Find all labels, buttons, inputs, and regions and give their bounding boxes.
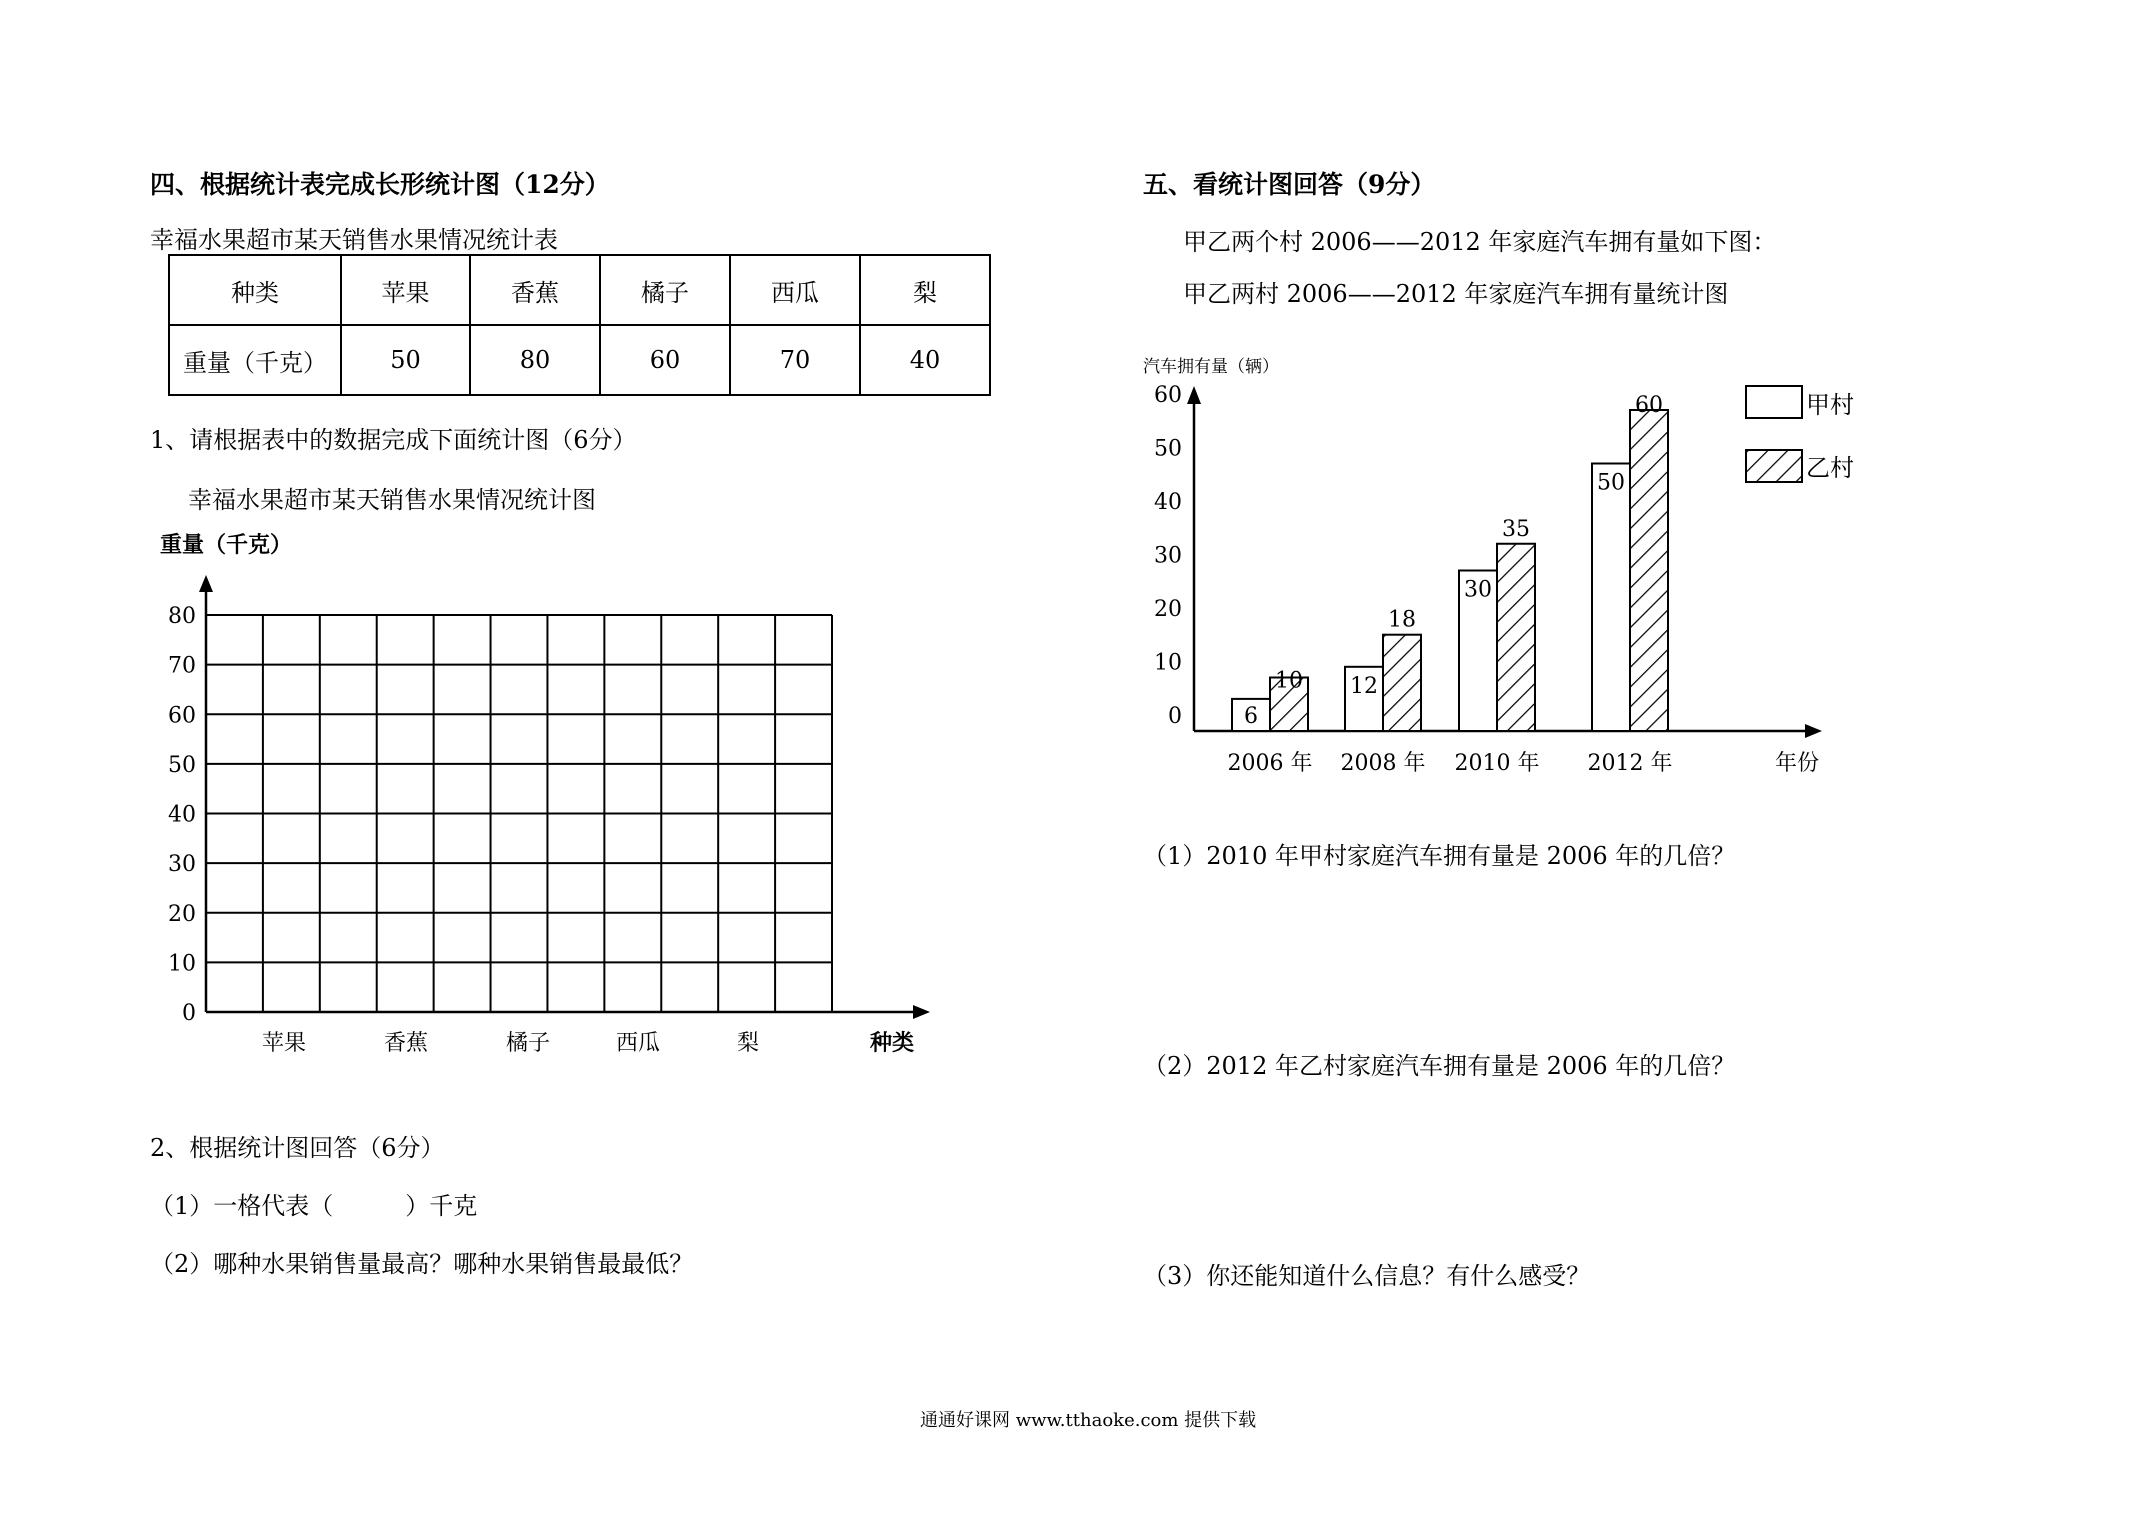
table-cell: 西瓜 [730, 255, 860, 325]
y-tick-label: 30 [1154, 543, 1182, 569]
bar-yicun [1630, 410, 1668, 731]
left-section-title: 四、根据统计表完成长形统计图（12分） [150, 170, 610, 199]
x-tick-label: 西瓜 [615, 1031, 661, 1056]
legend-label: 乙村 [1806, 454, 1854, 482]
x-tick-label: 苹果 [261, 1031, 307, 1056]
x-tick-label: 2006 年 [1227, 751, 1313, 776]
left-q2: 2、根据统计图回答（6分） [150, 1134, 445, 1162]
x-axis-label: 年份 [1774, 751, 1820, 776]
fruit-grid-chart [168, 575, 930, 1056]
left-y-label: 重量（千克） [160, 532, 293, 558]
y-tick-label: 30 [168, 852, 196, 878]
table-cell: 50 [341, 325, 470, 395]
data-label: 50 [1597, 470, 1625, 496]
x-tick-label: 橘子 [505, 1031, 551, 1056]
y-tick-label: 80 [168, 604, 196, 629]
table-title: 幸福水果超市某天销售水果情况统计表 [150, 226, 558, 254]
data-label: 60 [1635, 393, 1663, 418]
x-tick-label: 2008 年 [1340, 751, 1426, 776]
table-cell: 香蕉 [470, 255, 600, 325]
table-cell: 橘子 [600, 255, 730, 325]
data-label: 18 [1388, 607, 1416, 633]
y-tick-label: 20 [1154, 597, 1182, 622]
bar-yicun [1497, 544, 1535, 731]
y-tick-label: 50 [1154, 436, 1182, 462]
table-cell: 70 [730, 325, 860, 395]
table-cell: 80 [470, 325, 600, 395]
y-tick-label: 0 [182, 1001, 196, 1026]
data-label: 6 [1244, 704, 1258, 729]
table-cell: 重量（千克） [169, 325, 341, 395]
car-bar-chart [1143, 357, 1854, 776]
left-q1: 1、请根据表中的数据完成下面统计图（6分） [150, 426, 637, 454]
x-tick-label: 2012 年 [1587, 751, 1673, 776]
y-tick-label: 60 [168, 703, 196, 729]
right-q2: （2）2012 年乙村家庭汽车拥有量是 2006 年的几倍？ [1143, 1052, 1736, 1080]
bar-jiacun [1592, 464, 1630, 732]
right-q1: （1）2010 年甲村家庭汽车拥有量是 2006 年的几倍？ [1143, 842, 1736, 870]
y-tick-label: 50 [168, 752, 196, 778]
table-cell: 40 [860, 325, 990, 395]
legend-swatch-jiacun [1746, 386, 1802, 418]
y-tick-label: 20 [168, 901, 196, 927]
right-section-title: 五、看统计图回答（9分） [1143, 170, 1436, 199]
y-tick-label: 10 [1154, 650, 1182, 676]
y-tick-label: 40 [168, 802, 196, 828]
data-label: 10 [1275, 668, 1303, 694]
data-label: 35 [1502, 516, 1530, 542]
y-axis-label: 汽车拥有量（辆） [1143, 357, 1279, 377]
x-tick-label: 2010 年 [1454, 751, 1540, 776]
x-axis-arrow [913, 1005, 930, 1019]
left-q2-2: （2）哪种水果销售量最高？哪种水果销售最最低？ [150, 1250, 694, 1278]
x-tick-label: 梨 [736, 1031, 760, 1056]
x-axis-arrow [1805, 724, 1822, 738]
x-axis-label: 种类 [869, 1030, 915, 1056]
right-q3: （3）你还能知道什么信息？有什么感受？ [1143, 1262, 1591, 1290]
bar-yicun [1383, 635, 1421, 731]
table-cell: 60 [600, 325, 730, 395]
y-tick-label: 0 [1168, 704, 1182, 729]
y-tick-label: 40 [1154, 490, 1182, 515]
left-q2-1: （1）一格代表（ ）千克 [150, 1192, 478, 1220]
right-intro: 甲乙两个村 2006——2012 年家庭汽车拥有量如下图： [1183, 228, 1777, 256]
y-axis-arrow [199, 575, 213, 592]
legend-swatch-yicun [1746, 450, 1802, 482]
y-tick-label: 70 [168, 653, 196, 679]
right-chart-title: 甲乙两村 2006——2012 年家庭汽车拥有量统计图 [1183, 280, 1729, 308]
table-cell: 种类 [169, 255, 341, 325]
footer: 通通好课网 www.tthaoke.com 提供下载 [920, 1410, 1257, 1431]
left-chart-title: 幸福水果超市某天销售水果情况统计图 [188, 486, 596, 514]
y-tick-label: 10 [168, 951, 196, 977]
legend-label: 甲村 [1806, 391, 1854, 419]
table-cell: 梨 [860, 255, 990, 325]
y-axis-arrow [1187, 386, 1201, 404]
data-label: 30 [1464, 577, 1492, 603]
y-tick-label: 60 [1154, 383, 1182, 408]
table-cell: 苹果 [341, 255, 470, 325]
data-label: 12 [1350, 673, 1378, 699]
x-tick-label: 香蕉 [383, 1031, 429, 1056]
